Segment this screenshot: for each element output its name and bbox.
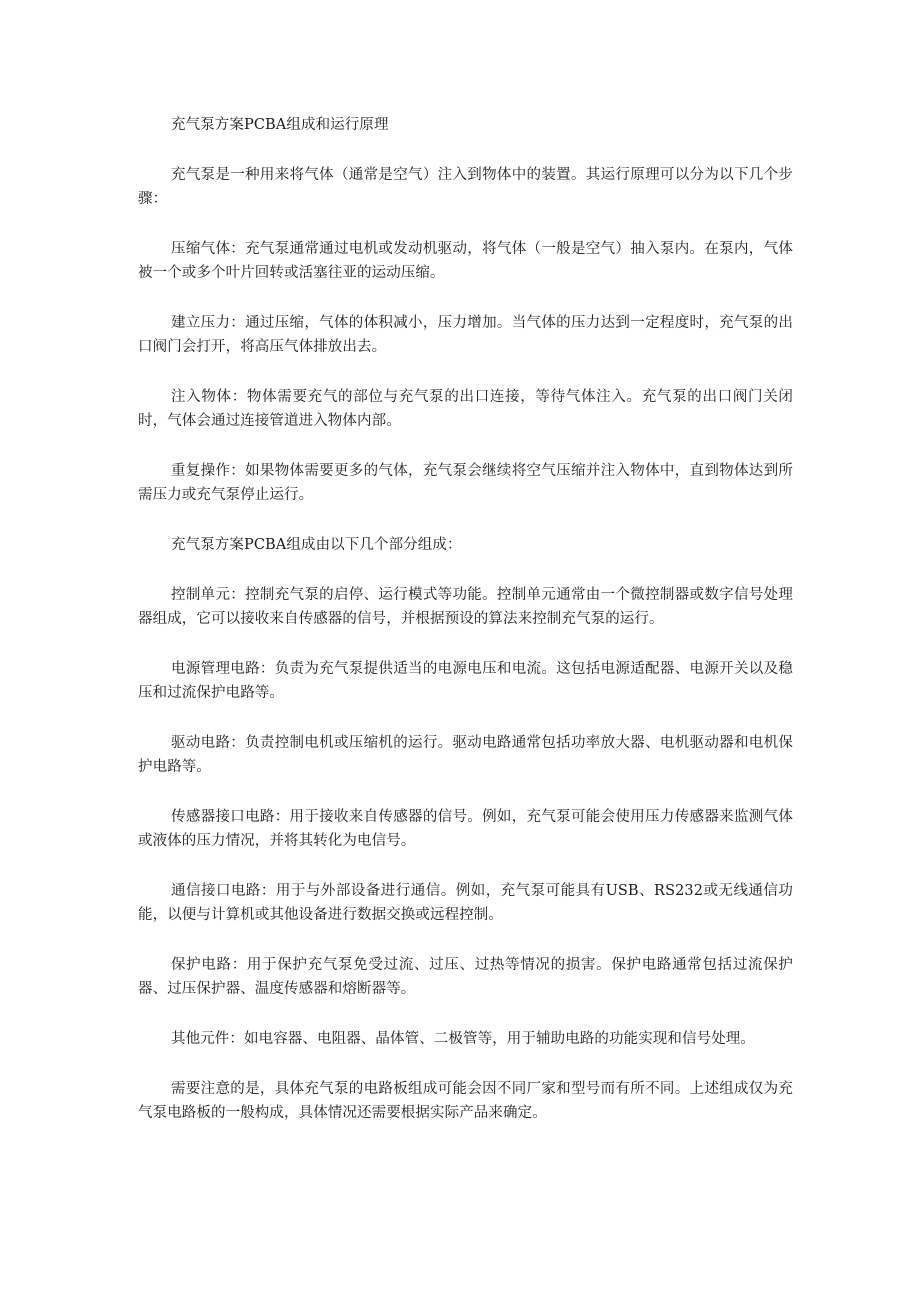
document-title: 充气泵方案PCBA组成和运行原理 [171,117,389,133]
paragraph-communication-interface: 通信接口电路：用于与外部设备进行通信。例如，充气泵可能具有USB、RS232或无线通信功能，以便与计算机或其他设备进行数据交换或远程控制。 [138,883,793,923]
paragraph-build-pressure: 建立压力：通过压缩，气体的体积减小，压力增加。当气体的压力达到一定程度时，充气泵的出口阀门会打开，将高压气体排放出去。 [138,315,793,355]
paragraph-power-management: 电源管理电路：负责为充气泵提供适当的电源电压和电流。这包括电源适配器、电源开关以及稳压和过流保护电路等。 [138,661,793,701]
paragraph-compress-gas: 压缩气体：充气泵通常通过电机或发动机驱动，将气体（一般是空气）抽入泵内。在泵内，气体被一个或多个叶片回转或活塞往亚的运动压缩。 [138,241,793,281]
paragraph-inject-object: 注入物体：物体需要充气的部位与充气泵的出口连接，等待气体注入。充气泵的出口阀门关闭时，气体会通过连接管道进入物体内部。 [138,389,793,429]
paragraph-pcba-composition: 充气泵方案PCBA组成由以下几个部分组成： [171,537,462,553]
paragraph-repeat-operation: 重复操作：如果物体需要更多的气体，充气泵会继续将空气压缩并注入物体中，直到物体达到所需压力或充气泵停止运行。 [138,463,793,503]
paragraph-control-unit: 控制单元：控制充气泵的启停、运行模式等功能。控制单元通常由一个微控制器或数字信号处理器组成，它可以接收来自传感器的信号，并根据预设的算法来控制充气泵的运行。 [138,587,793,627]
document-body [138,113,793,1151]
paragraph-sensor-interface: 传感器接口电路：用于接收来自传感器的信号。例如，充气泵可能会使用压力传感器来监测气体或液体的压力情况，并将其转化为电信号。 [138,809,793,849]
paragraph-protection-circuit: 保护电路：用于保护充气泵免受过流、过压、过热等情况的损害。保护电路通常包括过流保护器、过压保护器、温度传感器和熔断器等。 [138,957,793,997]
paragraph-note: 需要注意的是，具体充气泵的电路板组成可能会因不同厂家和型号而有所不同。上述组成仅为充气泵电路板的一般构成，具体情况还需要根据实际产品来确定。 [138,1081,793,1121]
paragraph-drive-circuit: 驱动电路：负责控制电机或压缩机的运行。驱动电路通常包括功率放大器、电机驱动器和电机保护电路等。 [138,735,793,775]
paragraph-other-components: 其他元件：如电容器、电阻器、晶体管、二极管等，用于辅助电路的功能实现和信号处理。 [171,1031,755,1047]
paragraph-intro: 充气泵是一种用来将气体（通常是空气）注入到物体中的装置。其运行原理可以分为以下几个步骤： [138,167,793,207]
